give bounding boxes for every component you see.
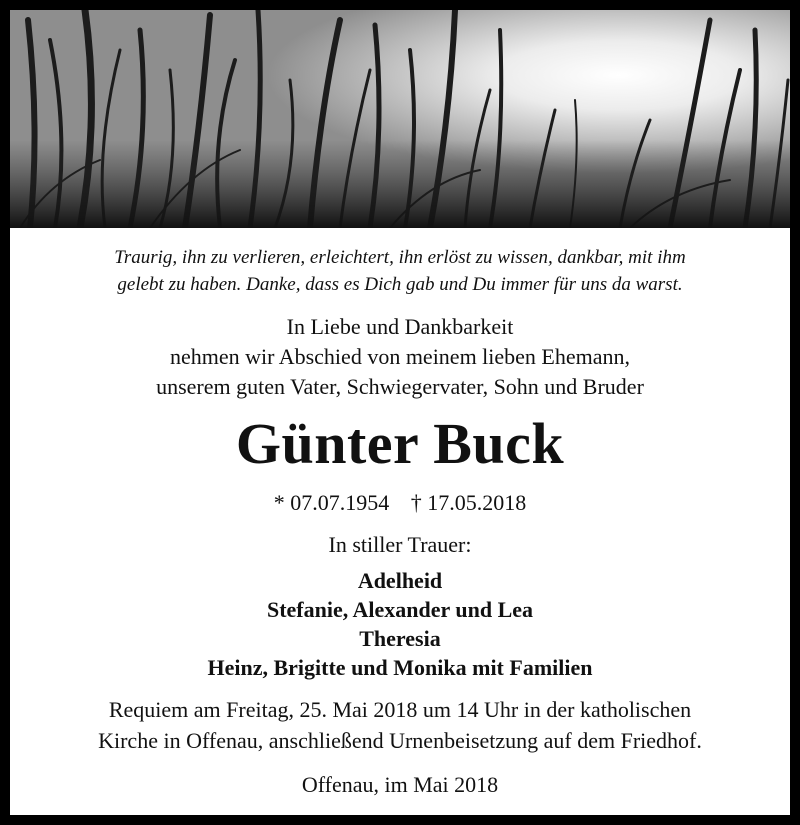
mourning-intro: In stiller Trauer: xyxy=(328,532,472,557)
farewell-intro: In Liebe und Dankbarkeit nehmen wir Abschied von meinem lieben Ehemann, unserem guten Vater, Schwiegervater, Sohn und Bruder xyxy=(156,314,644,399)
service-info: Requiem am Freitag, 25. Mai 2018 um 14 Uhr in der katholischen Kirche in Offenau, anschließend Urnenbeisetzung auf dem Friedhof. xyxy=(98,697,702,753)
mourners-list xyxy=(10,566,790,682)
place-date: Offenau, im Mai 2018 xyxy=(301,772,499,797)
mourner-line: Stefanie, Alexander und Lea xyxy=(266,597,534,622)
mourner-line: Heinz, Brigitte und Monika mit Familien xyxy=(207,655,593,680)
memorial-quote: Traurig, ihn zu verlieren, erleichtert, ihn erlöst zu wissen, dankbar, mit ihm gelebt zu haben. Danke, dass es Dich gab und Du immer für uns da warst. xyxy=(114,247,686,295)
grass-silhouette-image xyxy=(10,10,790,228)
birth-date: * 07.07.1954 xyxy=(273,490,390,515)
life-dates xyxy=(10,488,790,518)
death-date: † 17.05.2018 xyxy=(410,490,527,515)
mourner-line: Adelheid xyxy=(357,568,443,593)
deceased-name: Günter Buck xyxy=(235,411,565,476)
grass-photo xyxy=(10,10,790,228)
obituary-card xyxy=(10,10,790,815)
mourner-line: Theresia xyxy=(359,626,441,651)
obituary-text xyxy=(10,238,790,800)
